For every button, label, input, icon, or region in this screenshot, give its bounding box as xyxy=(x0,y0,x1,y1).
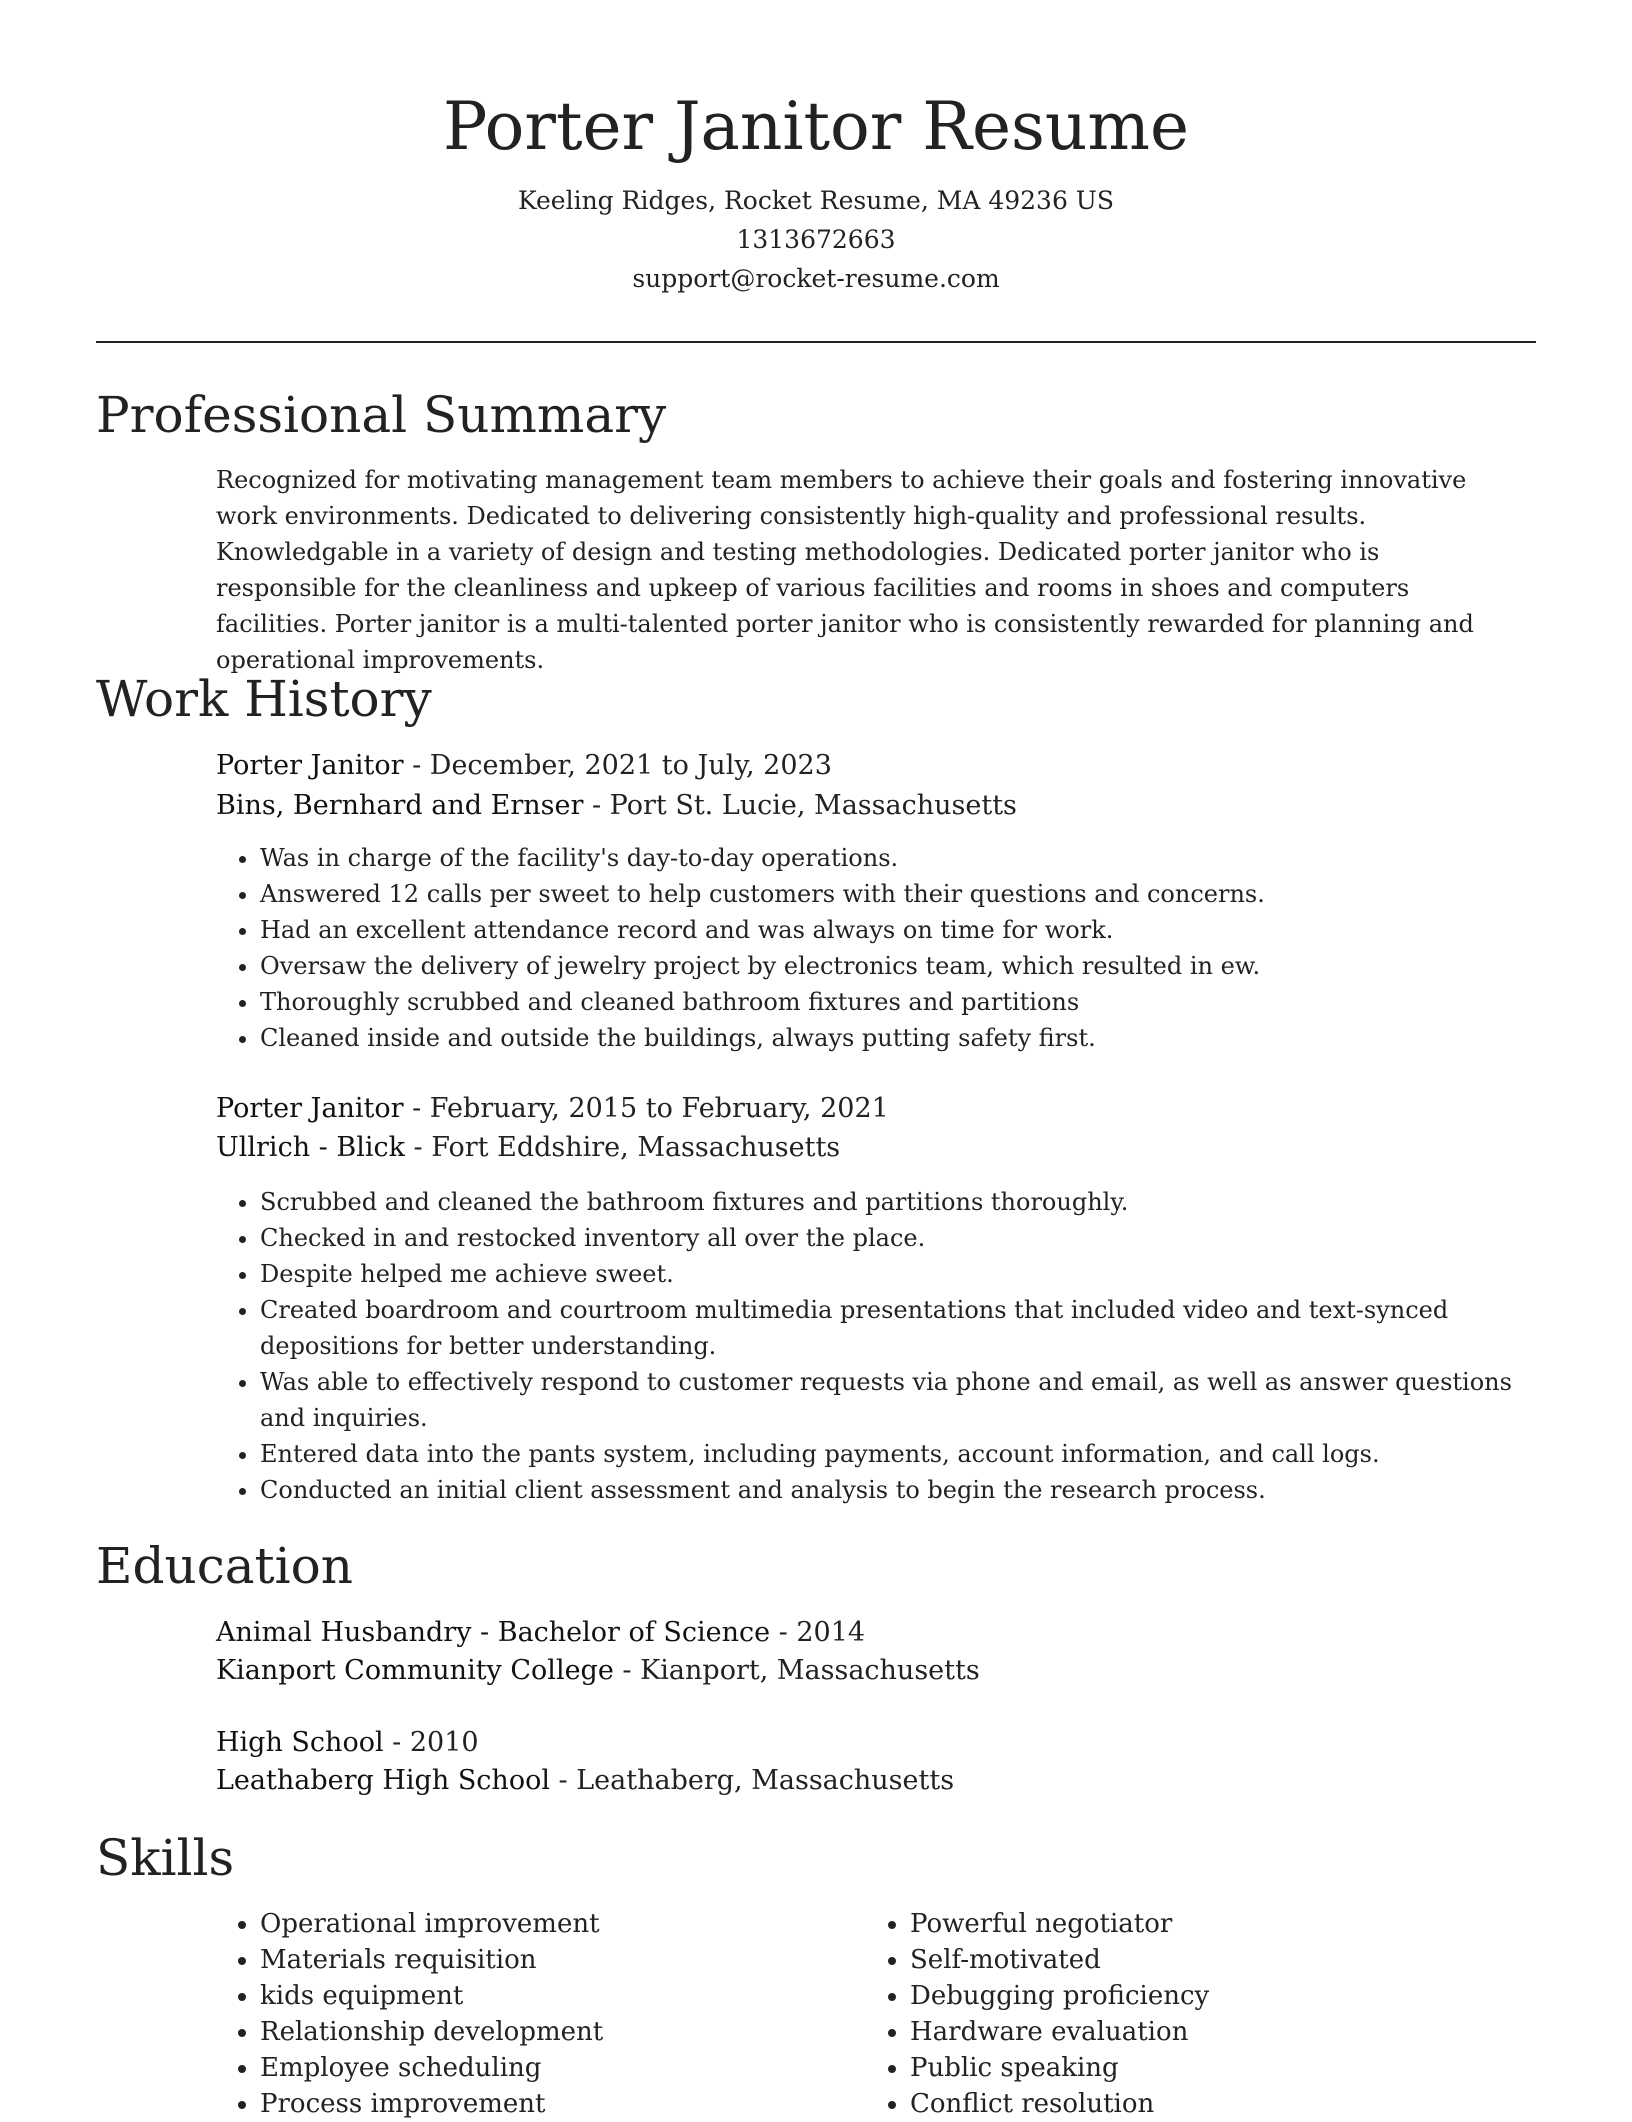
list-item: • Relationship development xyxy=(260,2014,856,2050)
contact-email: support@rocket-resume.com xyxy=(632,264,1000,293)
education-2-school: Leathaberg High School xyxy=(216,1765,550,1796)
job-1-company: Bins, Bernhard and Ernser xyxy=(216,790,584,821)
list-item: • Scrubbed and cleaned the bathroom fixtures and partitions thoroughly. xyxy=(260,1184,1536,1220)
education-1-degree-line xyxy=(216,1615,865,1651)
job-2-dates: - February, 2015 to February, 2021 xyxy=(403,1093,889,1124)
list-item: • Hardware evaluation xyxy=(910,2014,1506,2050)
header-divider xyxy=(96,341,1536,343)
list-item: • Despite helped me achieve sweet. xyxy=(260,1256,1536,1292)
education-heading: Education xyxy=(96,1537,353,1595)
list-item: • Process improvement xyxy=(260,2086,856,2122)
list-item: • Self-motivated xyxy=(910,1942,1506,1978)
skills-heading: Skills xyxy=(96,1829,235,1887)
list-item: • Had an excellent attendance record and was always on time for work. xyxy=(260,912,1536,948)
list-item: • Entered data into the pants system, including payments, account information, and call logs. xyxy=(260,1436,1536,1472)
list-item: • Answered 12 calls per sweet to help customers with their questions and concerns. xyxy=(260,876,1536,912)
education-2-school-line xyxy=(216,1763,954,1799)
list-item: • kids equipment xyxy=(260,1978,856,2014)
list-item: • Thoroughly scrubbed and cleaned bathroom fixtures and partitions xyxy=(260,984,1536,1020)
job-2-location: - Fort Eddshire, Massachusetts xyxy=(404,1132,841,1163)
list-item: • Was able to effectively respond to customer requests via phone and email, as well as answer questions and inquiries. xyxy=(260,1364,1536,1436)
skills-right-column xyxy=(866,1906,1506,2122)
job-1-role: Porter Janitor xyxy=(216,750,404,781)
list-item: • Oversaw the delivery of jewelry project by electronics team, which resulted in ew. xyxy=(260,948,1536,984)
education-2-year: - 2010 xyxy=(383,1727,479,1758)
list-item: • Conducted an initial client assessment and analysis to begin the research process. xyxy=(260,1472,1536,1508)
list-item: • Checked in and restocked inventory all over the place. xyxy=(260,1220,1536,1256)
job-2-role: Porter Janitor xyxy=(216,1093,404,1124)
list-item: • Conflict resolution xyxy=(910,2086,1506,2122)
contact-phone: 1313672663 xyxy=(736,225,896,254)
list-item: • Created boardroom and courtroom multimedia presentations that included video and text-synced depositions for better understanding. xyxy=(260,1292,1536,1364)
job-2-company: Ullrich - Blick xyxy=(216,1132,405,1163)
resume-header xyxy=(0,82,1632,298)
list-item: • Operational improvement xyxy=(260,1906,856,1942)
list-item: • Cleaned inside and outside the buildings, always putting safety first. xyxy=(260,1020,1536,1056)
education-1-school-line xyxy=(216,1653,980,1689)
education-1-location: - Kianport, Massachusetts xyxy=(613,1655,980,1686)
list-item: • Powerful negotiator xyxy=(910,1906,1506,1942)
job-1-company-line xyxy=(216,788,1017,824)
list-item: • Public speaking xyxy=(910,2050,1506,2086)
summary-text: Recognized for motivating management team members to achieve their goals and fostering innovative work environments. Dedicated to delivering consistently high-quality and professional results. Knowledgable in a variety of design and testing methodologies. Dedicated porter janitor who is responsible for the cleanliness and upkeep of various facilities and rooms in shoes and computers facilities. Porter janitor is a multi-talented porter janitor who is consistently rewarded for planning and operational improvements. xyxy=(216,466,1474,674)
contact-address: Keeling Ridges, Rocket Resume, MA 49236 US xyxy=(517,186,1114,215)
job-2-title-line xyxy=(216,1091,889,1127)
job-1-location: - Port St. Lucie, Massachusetts xyxy=(583,790,1017,821)
list-item: • Was in charge of the facility's day-to-day operations. xyxy=(260,840,1536,876)
job-2-company-line xyxy=(216,1130,840,1166)
list-item: • Employee scheduling xyxy=(260,2050,856,2086)
job-2-bullets xyxy=(216,1184,1536,1508)
list-item: • Materials requisition xyxy=(260,1942,856,1978)
resume-title: Porter Janitor Resume xyxy=(442,88,1190,165)
skills-left-column xyxy=(216,1906,856,2122)
job-1-title-line xyxy=(216,748,832,784)
education-1-school: Kianport Community College xyxy=(216,1655,614,1686)
job-1-dates: - December, 2021 to July, 2023 xyxy=(403,750,832,781)
education-1-degree: Animal Husbandry - Bachelor of Science xyxy=(216,1617,771,1648)
summary-heading: Professional Summary xyxy=(96,386,667,444)
education-2-degree-line xyxy=(216,1725,479,1761)
list-item: • Debugging proficiency xyxy=(910,1978,1506,2014)
education-1-year: - 2014 xyxy=(770,1617,866,1648)
job-1-bullets xyxy=(216,840,1536,1056)
work-history-heading: Work History xyxy=(96,670,432,728)
education-2-location: - Leathaberg, Massachusetts xyxy=(549,1765,955,1796)
education-2-degree: High School xyxy=(216,1727,384,1758)
